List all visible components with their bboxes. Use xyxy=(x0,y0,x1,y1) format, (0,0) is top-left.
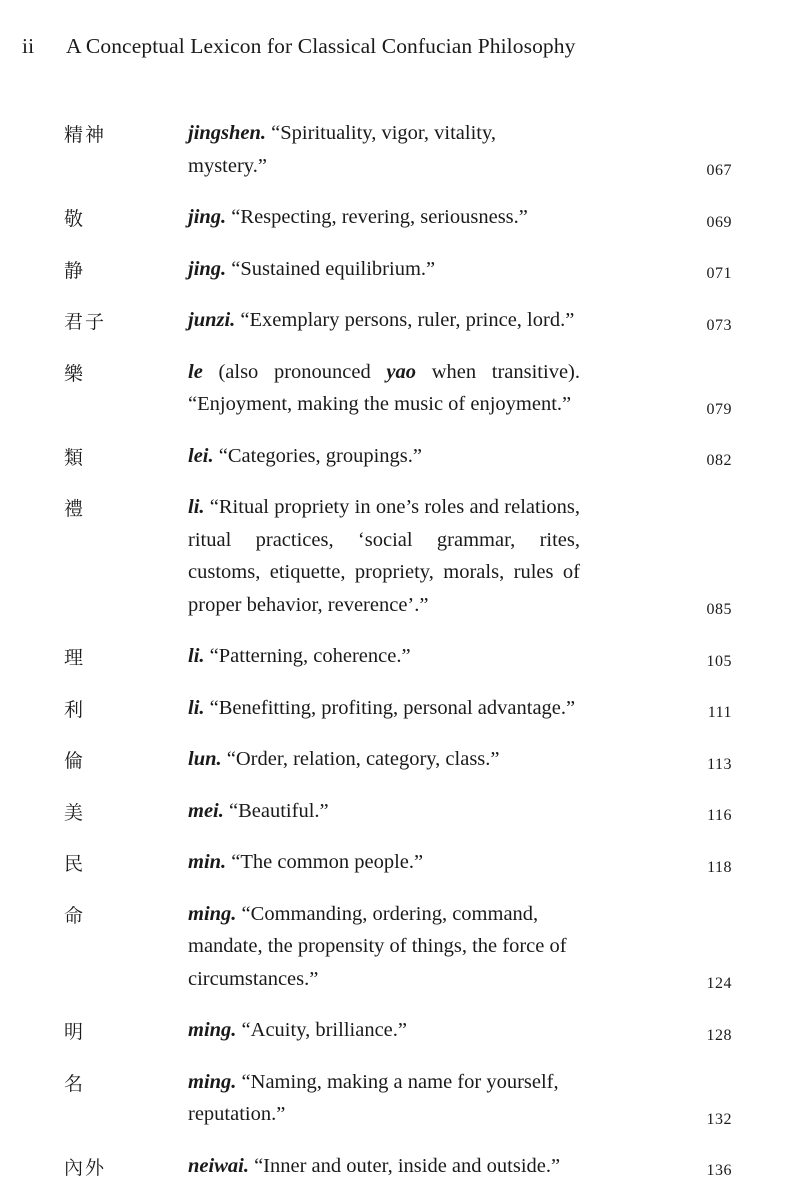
page-folio: ii xyxy=(22,34,35,58)
lexicon-entry xyxy=(0,440,800,473)
romanized-term: jing. xyxy=(188,206,227,228)
chinese-character: 理 xyxy=(64,647,86,669)
entry-gloss: “Patterning, coherence.” xyxy=(209,645,411,667)
romanized-term: li. xyxy=(188,496,205,518)
entry-definition xyxy=(188,117,580,182)
romanized-term: li. xyxy=(188,696,205,719)
lexicon-entry xyxy=(0,1150,800,1183)
entry-gloss: “Respecting, revering, seriousness.” xyxy=(231,206,528,228)
entry-gloss: “Ritual propriety in one’s roles and relations, ritual practices, ‘social grammar, rites, customs, etiquette, propriety, morals, rules of proper behavior, reverence’.” xyxy=(188,496,580,616)
chinese-character: 禮 xyxy=(64,498,86,520)
lexicon-entry xyxy=(0,491,800,621)
lexicon-entry xyxy=(0,201,800,234)
chinese-character: 敬 xyxy=(64,208,86,230)
entry-definition xyxy=(188,640,580,673)
entry-definition xyxy=(188,743,580,776)
lexicon-entry xyxy=(0,692,800,725)
book-title: A Conceptual Lexicon for Classical Confucian Philosophy xyxy=(66,34,576,58)
chinese-character: 民 xyxy=(64,853,86,875)
page-reference: 085 xyxy=(706,601,732,618)
chinese-character: 樂 xyxy=(64,362,86,385)
chinese-character: 利 xyxy=(64,698,86,721)
alternate-reading: yao xyxy=(386,360,417,383)
entry-definition xyxy=(188,253,580,286)
chinese-character: 倫 xyxy=(64,750,86,772)
entry-definition xyxy=(188,201,580,234)
romanized-term: le xyxy=(188,360,203,383)
romanized-term: jingshen. xyxy=(188,122,267,144)
page-reference: 105 xyxy=(706,652,732,670)
entry-gloss: “Beautiful.” xyxy=(229,799,329,822)
romanized-term: jing. xyxy=(188,257,227,280)
lexicon-entry-list xyxy=(0,117,800,1201)
chinese-character: 君子 xyxy=(64,311,107,333)
lexicon-entry xyxy=(0,253,800,286)
entry-note: (also pronounced xyxy=(202,360,387,383)
chinese-character: 內外 xyxy=(64,1156,107,1179)
romanized-term: min. xyxy=(188,851,227,873)
lexicon-entry xyxy=(0,743,800,776)
romanized-term: ming. xyxy=(188,902,237,925)
lexicon-entry xyxy=(0,640,800,673)
romanized-term: lei. xyxy=(188,444,214,467)
entry-gloss: “Exemplary persons, ruler, prince, lord.” xyxy=(240,309,575,331)
lexicon-entry xyxy=(0,846,800,879)
chinese-character: 明 xyxy=(64,1021,86,1043)
entry-gloss: “Commanding, ordering, command, mandate, the propensity of things, the force of circumstances.” xyxy=(188,902,567,990)
entry-gloss: “Sustained equilibrium.” xyxy=(231,257,436,280)
entry-definition xyxy=(188,1014,580,1047)
entry-definition xyxy=(188,1150,580,1183)
romanized-term: li. xyxy=(188,645,205,667)
entry-gloss: “Benefitting, profiting, personal advantage.” xyxy=(209,696,576,719)
chinese-character: 命 xyxy=(64,904,86,927)
page-reference: 111 xyxy=(707,704,732,721)
romanized-term: neiwai. xyxy=(188,1154,249,1177)
entry-definition xyxy=(188,440,580,473)
entry-gloss: “Naming, making a name for yourself, reputation.” xyxy=(188,1070,559,1125)
entry-gloss: “Acuity, brilliance.” xyxy=(241,1019,407,1041)
lexicon-entry xyxy=(0,795,800,828)
running-header xyxy=(22,34,760,59)
page-reference: 082 xyxy=(706,452,732,469)
page-reference: 113 xyxy=(707,755,732,773)
page-reference: 116 xyxy=(707,807,732,824)
lexicon-entry xyxy=(0,117,800,182)
entry-definition xyxy=(188,1066,580,1131)
chinese-character: 静 xyxy=(64,259,86,282)
page-reference: 132 xyxy=(706,1110,732,1128)
entry-gloss: “Order, relation, category, class.” xyxy=(226,748,500,770)
chinese-character: 美 xyxy=(64,801,86,824)
entry-gloss: “The common people.” xyxy=(231,851,424,873)
entry-definition xyxy=(188,795,580,828)
entry-gloss: “Categories, groupings.” xyxy=(218,444,422,467)
page-reference: 136 xyxy=(706,1162,732,1179)
entry-definition xyxy=(188,898,580,996)
lexicon-entry xyxy=(0,1014,800,1047)
page-reference: 118 xyxy=(707,858,732,876)
romanized-term: mei. xyxy=(188,799,224,822)
romanized-term: ming. xyxy=(188,1070,237,1093)
entry-definition xyxy=(188,304,580,337)
lexicon-entry xyxy=(0,356,800,421)
page-reference: 128 xyxy=(706,1026,732,1044)
page-reference: 071 xyxy=(706,265,732,282)
page-reference: 079 xyxy=(706,400,732,418)
romanized-term: junzi. xyxy=(188,309,236,331)
page-reference: 124 xyxy=(706,975,732,992)
romanized-term: ming. xyxy=(188,1019,237,1041)
chinese-character: 名 xyxy=(64,1072,86,1095)
page-reference: 069 xyxy=(706,213,732,231)
lexicon-entry xyxy=(0,898,800,996)
lexicon-entry xyxy=(0,1066,800,1131)
lexicon-entry xyxy=(0,304,800,337)
page-reference: 067 xyxy=(706,162,732,179)
entry-gloss: “Spirituality, vigor, vitality, mystery.” xyxy=(188,122,497,177)
romanized-term: lun. xyxy=(188,748,222,770)
entry-definition xyxy=(188,491,580,621)
entry-gloss: when transitive). “Enjoyment, making the music of enjoyment.” xyxy=(188,360,581,415)
entry-definition xyxy=(188,846,580,879)
entry-gloss: “Inner and outer, inside and outside.” xyxy=(254,1154,561,1177)
chinese-character: 精神 xyxy=(64,124,107,146)
entry-definition xyxy=(188,692,580,725)
chinese-character: 類 xyxy=(64,446,86,469)
entry-definition xyxy=(188,356,580,421)
page-reference: 073 xyxy=(706,316,732,334)
